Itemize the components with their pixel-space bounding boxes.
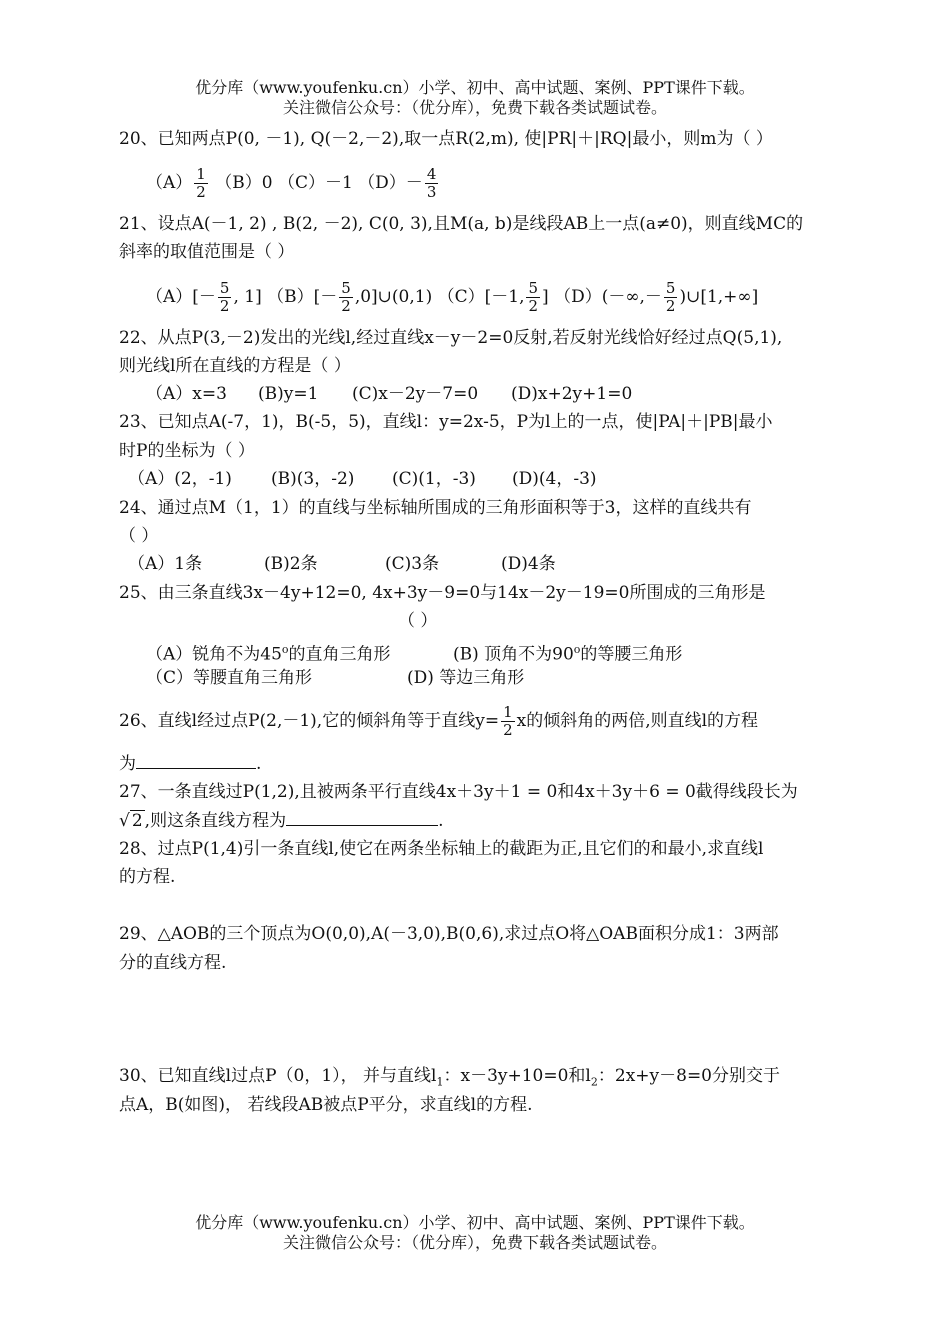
q26-line-2-text: 为 [119,754,136,774]
q26-line-1 [119,704,758,739]
q21-option-c-pre: （C）[－1, [437,287,525,307]
q21-option-d-pre: （D）(－∞,－ [554,287,662,307]
q20-options-bcd: （B）0 （C）－1 （D）－ [215,173,423,193]
q22-option-b: (B)y=1 [258,384,319,404]
q22-option-c: (C)x－2y－7=0 [352,384,479,404]
q28-line-2: 的方程. [119,867,176,887]
q26-line-2-end: . [256,754,262,774]
q20-fraction-d-num: 4 [426,165,437,183]
q23-line-2: 时P的坐标为（ ） [119,441,255,461]
q27-sqrt [119,808,145,834]
q21-option-b-post: ,0]∪(0,1) [354,287,433,307]
q21-fraction-b-den: 2 [341,297,351,315]
header-line-1: 优分库（www.youfenku.cn）小学、初中、高中试题、案例、PPT课件下载。 [195,78,755,97]
footer-line-1: 优分库（www.youfenku.cn）小学、初中、高中试题、案例、PPT课件下载。 [195,1213,755,1232]
q30-sub-2: 2 [590,1075,598,1089]
q25-option-a [146,637,391,668]
q20-fraction-a-num: 1 [196,165,206,183]
q27-answer-blank [286,807,438,826]
q29-line-1: 29、△AOB的三个顶点为O(0,0),A(－3,0),B(0,6),求过点O将△OAB面积分成1：3两部 [119,924,779,944]
q23-option-b: (B)(3，-2) [271,469,355,489]
q26-fraction-num: 1 [503,703,513,721]
q25-line-1: 25、由三条直线3x－4y+12=0, 4x+3y－9=0与14x－2y－19=0所围成的三角形是 [119,583,766,603]
q24-line-2: （ ） [119,526,159,546]
q30-post: ：2x+y－8=0分别交于 [597,1066,781,1086]
sqrt-icon: √ [119,811,130,831]
q26-answer-blank [136,750,256,769]
q21-fraction-a-den: 2 [219,297,230,315]
q25-option-a-degree: o [281,643,289,656]
q21-fraction-c-num: 5 [528,279,539,297]
q27-sqrt-radicand: 2 [131,811,143,831]
q23-line-1: 23、已知点A(-7，1)，B(-5，5)，直线l：y=2x-5，P为l上的一点，使|PA|＋|PB|最小 [119,412,773,432]
q21-fraction-d [664,280,678,315]
q25-option-c: （C）等腰直角三角形 [146,668,313,688]
q24-line-1: 24、通过点M（1，1）的直线与坐标轴所围成的三角形面积等于3，这样的直线共有 [119,498,752,518]
q21-option-a-pre: （A）[－ [146,287,216,307]
q24-option-d: (D)4条 [501,554,556,574]
q21-fraction-c [526,280,540,315]
q21-fraction-a [218,280,232,315]
q27-line-2 [119,807,443,834]
footer-line-2: 关注微信公众号：（优分库），免费下载各类试题试卷。 [282,1233,667,1252]
q21-line-2: 斜率的取值范围是（ ） [119,242,295,262]
q25-option-b-post: 的等腰三角形 [580,644,683,665]
q30-line-2: 点A，B(如图)， 若线段AB被点P平分，求直线l的方程. [119,1095,533,1115]
q26-pre: 26、直线l经过点P(2,－1),它的倾斜角等于直线y= [119,711,500,731]
q21-fraction-d-num: 5 [665,279,676,297]
q30-pre: 30、已知直线l过点P（0，1）， 并与直线l [119,1066,437,1086]
q27-line-1: 27、一条直线过P(1,2),且被两条平行直线4x＋3y＋1 = 0和4x＋3y＋6 = 0截得线段长为 [119,782,798,802]
q30-mid: ：x－3y+10=0和l [443,1066,591,1086]
q21-option-c-post: ] [542,287,549,307]
q21-fraction-b-num: 5 [341,279,351,297]
q25-option-a-post: 的直角三角形 [288,644,391,665]
q26-fraction [501,704,515,739]
q23-option-c: (C)(1，-3) [392,469,476,489]
q24-option-c: (C)3条 [385,554,440,574]
q28-line-1: 28、过点P(1,4)引一条直线l,使它在两条坐标轴上的截距为正,且它们的和最小,求直线l [119,839,764,859]
q20-options [146,166,440,201]
q21-fraction-b [339,280,353,315]
q21-fraction-a-num: 5 [219,279,230,297]
q22-option-d: (D)x+2y+1=0 [511,384,633,404]
q20-fraction-d [425,166,439,201]
q21-line-1: 21、设点A(－1, 2) , B(2, －2), C(0, 3),且M(a, b)是线段AB上一点(a≠0)，则直线MC的 [119,214,804,234]
q25-option-b-pre: (B) 顶角不为90 [453,644,574,665]
q21-option-d-post: )∪[1,+∞] [679,287,759,307]
q20-option-a-label: （A） [146,173,193,193]
q25-answer-paren: （ ） [398,611,438,631]
q22-option-a: （A）x=3 [146,384,227,404]
q25-option-b-degree: o [573,643,581,656]
q30-sub-1: 1 [436,1075,444,1089]
q25-option-a-pre: （A）锐角不为45 [146,644,282,665]
q20-fraction-d-den: 3 [426,183,437,201]
q26-fraction-den: 2 [503,721,513,739]
q22-line-1: 22、从点P(3,－2)发出的光线l,经过直线x－y－2=0反射,若反射光线恰好经过点Q(5,1), [119,328,783,348]
q21-option-b-pre: （B）[－ [267,287,338,307]
q27-mid: ,则这条直线方程为 [144,811,287,831]
q20-stem: 20、已知两点P(0, －1), Q(－2,－2),取一点R(2,m), 使|PR|＋|RQ|最小，则m为（ ） [119,129,773,149]
q30-line-1 [119,1063,780,1095]
q21-fraction-c-den: 2 [528,297,539,315]
q25-option-b [453,637,682,668]
q26-post: x的倾斜角的两倍,则直线l的方程 [516,711,759,731]
q27-end: . [438,811,444,831]
q26-line-2 [119,750,261,777]
q20-fraction-a [194,166,208,201]
q24-option-a: （A）1条 [128,554,203,574]
q24-option-b: (B)2条 [264,554,318,574]
q21-option-a-post: , 1] [233,287,262,307]
q25-option-d: (D) 等边三角形 [407,668,525,688]
q21-options [146,280,758,315]
q23-option-a: （A）(2，-1) [128,469,232,489]
q23-option-d: (D)(4，-3) [512,469,597,489]
header-line-2: 关注微信公众号：（优分库），免费下载各类试题试卷。 [282,98,667,117]
q22-line-2: 则光线l所在直线的方程是（ ） [119,356,351,376]
q20-fraction-a-den: 2 [196,183,206,201]
q21-fraction-d-den: 2 [665,297,676,315]
q29-line-2: 分的直线方程. [119,953,227,973]
